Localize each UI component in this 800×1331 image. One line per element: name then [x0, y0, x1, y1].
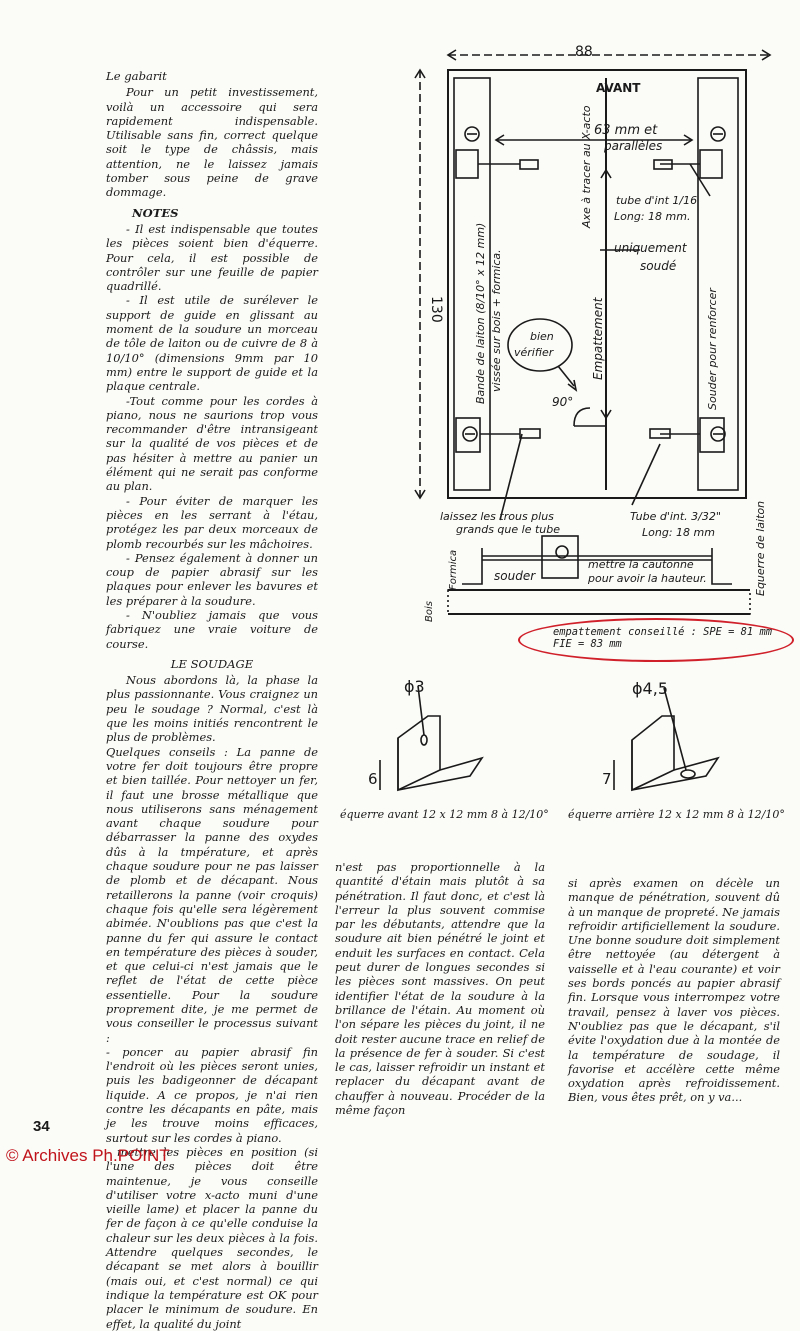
- paragraph: si après examen on décèle un manque de pénétration, souvent dû à un manque de propreté. Ne jamais refroidir artificiellement la soudure. Une bonne soudure doit simplement être nettoyée (au détergent à vaisselle et à l'eau courante) et voir ses bords poncés au papier abrasif fin. Lorsque vous interrompez votre travail, pensez à laver vos pièces. N'oubliez pas que le décapant, s'il évite l'oxydation due à la montée de la température de soudage, il favorise et accélère cette même oxydation après refroidissement. Bien, vous êtes prêt, on y va...: [568, 876, 780, 1105]
- paragraph: - mettre les pièces en position (si l'une des pièces doit être maintenue, je vous conseille d'utiliser votre x-acto muni d'une vieille lame) et placer la panne du fer de façon à ce qu'elle conduise la chaleur sur les deux pièces à la fois. Attendre quelques secondes, le décapant se met alors à bouillir (mais oui, et c'est normal) ce qui indique la température est OK pour placer le minimum de soudure. En effet, la qualité du joint: [106, 1144, 318, 1331]
- label-angle: 90°: [552, 395, 574, 409]
- paragraph: Nous abordons là, la phase la plus passionnante. Vous craignez un peu le soudage ? Normal, c'est là que les moins initiés rencontrent le plus de problèmes.: [106, 673, 318, 745]
- note-item: - Pensez également à donner un coup de papier abrasif sur les plaques pour enlever les bavures et les préparer à la soudure.: [106, 550, 318, 608]
- label-phi3: ϕ3: [404, 677, 425, 696]
- soudage-heading: LE SOUDAGE: [170, 656, 254, 671]
- paragraph: n'est pas proportionnelle à la quantité d'étain mais plutôt à sa pénétration. Il faut donc, et c'est là l'erreur la plus souvent commise par les débutants, attendre que la soudure ait bien pénétré le joint et enduit les surfaces en contact. Cela peut durer de longues secondes si les pièces sont massives. On peut identifier l'état de la soudure à la brillance de l'étain. Au moment où l'on sépare les pièces du joint, il ne doit rester aucune trace en relief de la présence de fer à souder. Si c'est le cas, laisser refroidir un instant et replacer du décapant avant de chauffer à nouveau. Procéder de la même façon: [335, 860, 545, 1118]
- page-number: 34: [33, 1118, 50, 1135]
- label-tube2-long: Long: 18 mm: [642, 526, 715, 539]
- label-bois: Bois: [424, 601, 435, 622]
- label-dim-6: 6: [368, 770, 378, 788]
- label-formica: Formica: [448, 549, 459, 590]
- label-cautonne-2: pour avoir la hauteur.: [588, 572, 707, 585]
- paragraph: - poncer au papier abrasif fin l'endroit où les pièces seront unies, puis les badigeonner de décapant liquide. A ce propos, je n'ai rien contre les décapants en pâte, mais je les trouve moins efficaces, surtout sur les cordes à piano.: [106, 1044, 318, 1145]
- dimension-88: 88: [575, 44, 593, 60]
- label-paralleles: parallèles: [604, 139, 663, 153]
- paragraph-intro: Pour un petit investissement, voilà un accessoire qui sera rapidement indispensable. Utilisable sans fin, correct quelque soit le type de châssis, mais attention, ne le laissez jamais tomber sous peine de grave dommage.: [106, 85, 318, 200]
- label-tube2: Tube d'int. 3/32": [630, 510, 721, 523]
- label-avant: AVANT: [596, 81, 641, 95]
- label-bande: Bande de laiton (8/10° x 12 mm): [474, 222, 487, 404]
- label-equerre-laiton: Equerre de laiton: [754, 500, 767, 596]
- label-souder-renforcer: Souder pour renforcer: [706, 288, 719, 410]
- note-item: - Il est utile de surélever le support de guide en glissant au moment de la soudure un morceau de tôle de laiton ou de cuivre de 8 à 10/10° (dimensions 9mm par 10 mm) entre le support de guide et la plaque centrale.: [106, 293, 318, 394]
- label-dim-7: 7: [602, 770, 612, 788]
- label-bien: bien: [530, 330, 554, 343]
- label-tube1: tube d'int 1/16: [616, 194, 698, 207]
- paragraph: Quelques conseils : La panne de votre fer doit toujours être propre et bien taillée. Pour nettoyer un fer, il faut une brosse métallique que nous utiliserons sans ménagement avant chaque soudure pour débarrasser la panne des oxydes dûs à la tmpérature, et après chaque soudure pour ne pas laisser de plomb et de décapant. Nous retaillerons la panne (voir croquis) chaque fois qu'elle sera légèrement abimée. N'oublions pas que c'est la panne du fer qui assure le contact en température des pièces à souder, et que celui-ci n'est jamais que le reflet de l'état de cette pièce essentielle. Pour la soudure proprement dite, je me permet de vous conseiller le processus suivant :: [106, 744, 318, 1045]
- label-laissez-2: grands que le tube: [456, 523, 561, 536]
- empattement-line-2: FIE = 83 mm: [553, 638, 622, 650]
- label-cautonne: mettre la cautonne: [588, 558, 694, 571]
- empattement-line-1: empattement conseillé : SPE = 81 mm: [553, 626, 772, 638]
- copyright-watermark: © Archives Ph.POINT: [6, 1146, 170, 1165]
- label-souder: souder: [494, 569, 536, 583]
- label-63mm: 63 mm et: [594, 123, 658, 138]
- note-item: - Il est indispensable que toutes les pièces soient bien d'équerre. Pour cela, il est possible de contrôler sur une feuille de papier quadrillé.: [106, 221, 318, 294]
- caption-equerre-arriere: équerre arrière 12 x 12 mm 8 à 12/10°: [568, 808, 785, 821]
- note-item: - Pour éviter de marquer les pièces en les serrant à l'étau, protégez les par deux morceaux de plomb recourbés sur les mâchoires.: [106, 493, 318, 551]
- dimension-130: 130: [428, 296, 444, 323]
- label-tube1-long: Long: 18 mm.: [614, 210, 691, 223]
- caption-equerre-avant: équerre avant 12 x 12 mm 8 à 12/10°: [340, 808, 549, 821]
- label-phi45: ϕ4,5: [632, 679, 668, 698]
- label-verifier: vérifier: [514, 346, 554, 359]
- notes-heading: NOTES: [132, 205, 179, 220]
- empattement-note: [553, 626, 783, 650]
- note-item: -Tout comme pour les cordes à piano, nous ne saurions trop vous recommander d'être intransigeant sur la qualité de vos pièces et de pas hésiter à mettre au panier un élément qui ne serait pas conforme au plan.: [106, 393, 318, 494]
- note-item: - N'oubliez jamais que vous fabriquez une vraie voiture de course.: [106, 607, 318, 651]
- section-title-gabarit: Le gabarit: [106, 69, 167, 83]
- label-axe: Axe à tracer au X-acto: [580, 105, 593, 228]
- label-bande-2: vissée sur bois + formica.: [490, 249, 503, 392]
- label-uniquement: uniquement: [614, 241, 687, 255]
- label-soude: soudé: [640, 259, 677, 273]
- label-empattement: Empattement: [591, 297, 605, 380]
- label-laissez: laissez les trous plus: [440, 510, 554, 523]
